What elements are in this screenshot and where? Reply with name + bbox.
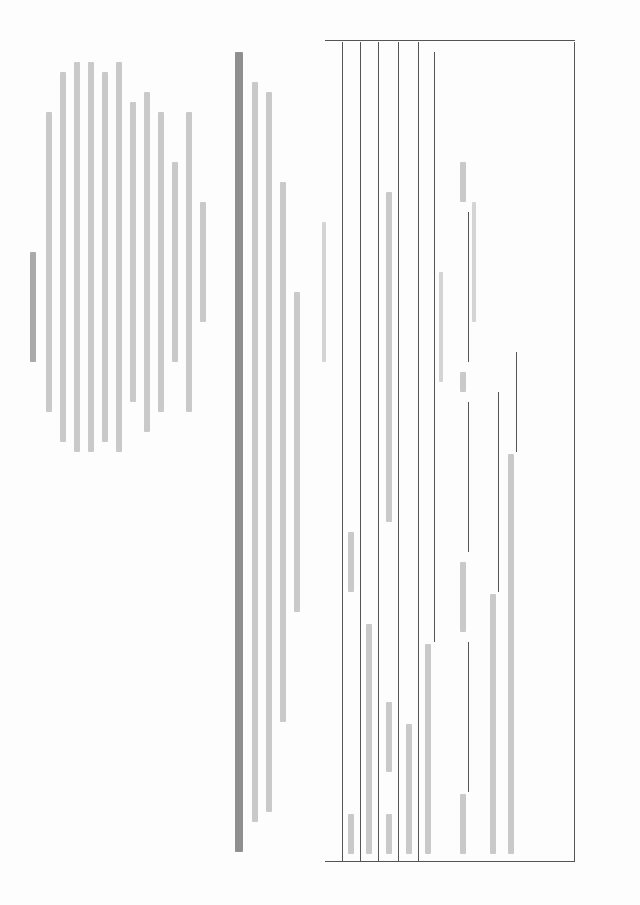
text-block xyxy=(74,62,80,452)
form-rule xyxy=(418,42,419,862)
text-block xyxy=(88,62,94,452)
text-block xyxy=(252,82,258,822)
text-block xyxy=(280,182,286,722)
text-block xyxy=(30,252,36,362)
text-block xyxy=(116,62,122,452)
text-block xyxy=(386,702,392,772)
form-table xyxy=(325,40,575,862)
text-block xyxy=(235,52,243,852)
text-block xyxy=(460,562,466,632)
text-block xyxy=(266,92,272,812)
text-block xyxy=(460,372,466,392)
text-block xyxy=(348,814,354,854)
text-block xyxy=(130,102,136,402)
text-block xyxy=(102,72,108,442)
text-block xyxy=(294,292,300,612)
text-block xyxy=(460,162,466,202)
text-block xyxy=(60,72,66,442)
form-rule xyxy=(574,42,575,862)
text-block xyxy=(158,112,164,412)
form-rule xyxy=(498,392,499,592)
text-block xyxy=(172,162,178,362)
text-block xyxy=(186,112,192,412)
form-rule xyxy=(360,42,361,862)
text-block xyxy=(406,724,412,854)
form-rule xyxy=(468,402,469,552)
form-rule xyxy=(434,52,435,642)
text-block xyxy=(366,624,372,854)
form-rule xyxy=(398,42,399,862)
text-block xyxy=(460,794,466,854)
text-block xyxy=(386,192,392,522)
text-block xyxy=(144,92,150,432)
form-rule xyxy=(378,42,379,862)
text-block xyxy=(348,532,354,592)
form-rule xyxy=(468,642,469,792)
text-block xyxy=(439,272,443,382)
text-block xyxy=(46,112,52,412)
text-block xyxy=(386,814,392,854)
rotated-content xyxy=(20,22,620,882)
text-block xyxy=(425,644,431,854)
form-rule xyxy=(516,352,517,452)
form-rule xyxy=(468,212,469,362)
form-rule xyxy=(342,42,343,862)
text-block xyxy=(200,202,206,322)
text-block xyxy=(472,202,476,322)
text-block xyxy=(490,594,496,854)
text-block xyxy=(508,454,514,854)
